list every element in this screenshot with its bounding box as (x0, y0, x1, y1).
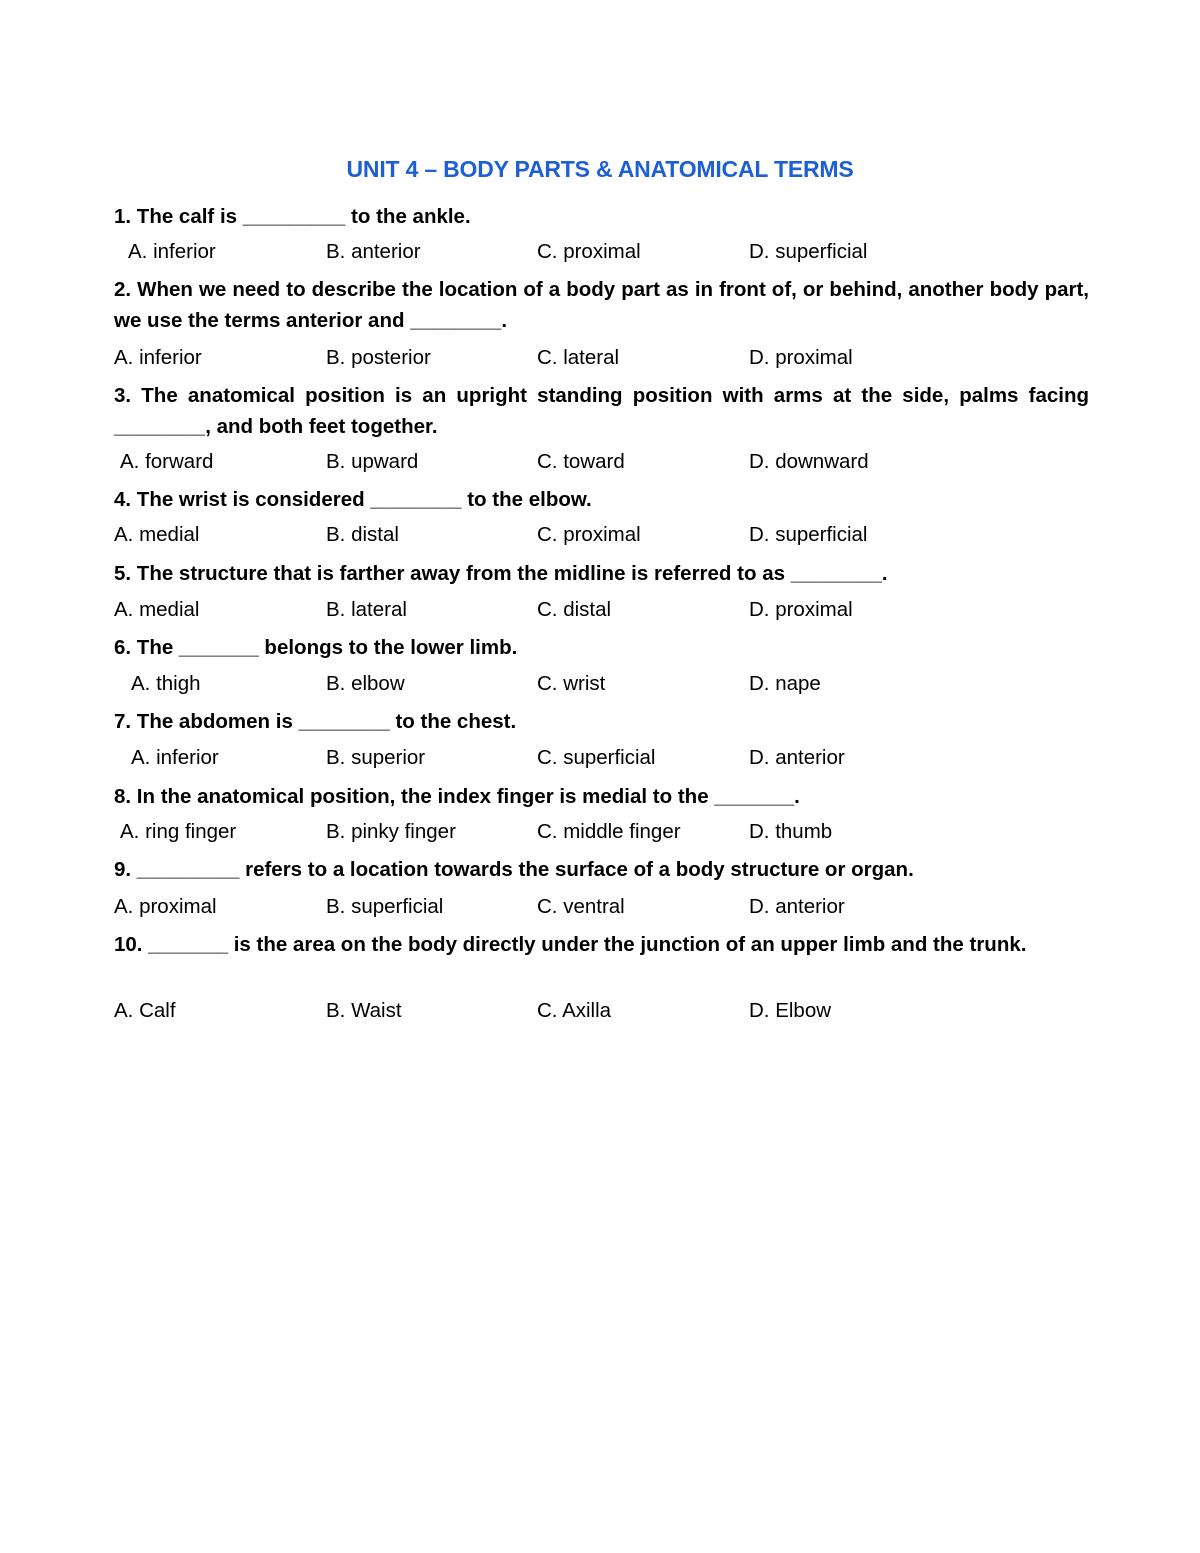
option-a: A. ring finger (120, 820, 237, 843)
option-d: D. proximal (749, 598, 853, 621)
option-d: D. downward (749, 450, 869, 473)
option-c: C. wrist (537, 672, 606, 695)
option-b: B. anterior (326, 240, 421, 263)
option-a: A. medial (114, 598, 200, 621)
question-10: 10. _______ is the area on the body directly under the junction of an upper limb and the trunk. (114, 933, 1027, 956)
question-9: 9. _________ refers to a location towards the surface of a body structure or organ. (114, 858, 914, 881)
option-a: A. inferior (114, 346, 202, 369)
page-title: UNIT 4 – BODY PARTS & ANATOMICAL TERMS (346, 156, 854, 182)
option-d: D. thumb (749, 820, 833, 843)
option-c: C. superficial (537, 746, 656, 769)
options-row-6 (0, 670, 1200, 698)
option-d: D. proximal (749, 346, 853, 369)
question-8: 8. In the anatomical position, the index finger is medial to the _______. (114, 785, 800, 808)
option-a: A. inferior (128, 240, 216, 263)
option-b: B. superior (326, 746, 426, 769)
option-d: D. nape (749, 672, 821, 695)
options-row-1 (0, 238, 1200, 266)
option-d: D. anterior (749, 746, 845, 769)
option-b: B. elbow (326, 672, 405, 695)
option-b: B. pinky finger (326, 820, 456, 843)
options-row-7 (0, 744, 1200, 772)
question-1: 1. The calf is _________ to the ankle. (114, 205, 471, 228)
option-c: C. proximal (537, 523, 641, 546)
option-c: C. middle finger (537, 820, 681, 843)
options-row-9 (0, 893, 1200, 921)
option-a: A. thigh (131, 672, 201, 695)
option-a: A. forward (120, 450, 214, 473)
option-a: A. proximal (114, 895, 217, 918)
option-c: C. ventral (537, 895, 625, 918)
question-3: 3. The anatomical position is an upright standing position with arms at the side, palms facing ________, and both feet together. (114, 384, 1089, 438)
question-7: 7. The abdomen is ________ to the chest. (114, 710, 517, 733)
option-b: B. superficial (326, 895, 444, 918)
option-b: B. lateral (326, 598, 407, 621)
options-row-8 (0, 818, 1200, 846)
option-a: A. Calf (114, 999, 176, 1022)
option-c: C. Axilla (537, 999, 612, 1022)
option-b: B. posterior (326, 346, 431, 369)
options-row-4 (0, 521, 1200, 549)
question-6: 6. The _______ belongs to the lower limb. (114, 636, 518, 659)
option-c: C. lateral (537, 346, 620, 369)
option-b: B. upward (326, 450, 419, 473)
option-d: D. superficial (749, 240, 868, 263)
option-d: D. Elbow (749, 999, 832, 1022)
options-row-5 (0, 596, 1200, 624)
options-row-3 (0, 448, 1200, 476)
options-row-2 (0, 344, 1200, 372)
option-c: C. toward (537, 450, 625, 473)
option-c: C. distal (537, 598, 612, 621)
option-a: A. inferior (131, 746, 219, 769)
option-b: B. distal (326, 523, 399, 546)
question-2: 2. When we need to describe the location of a body part as in front of, or behind, another body part, we use the terms anterior and ________. (114, 278, 1089, 332)
option-c: C. proximal (537, 240, 641, 263)
option-d: D. superficial (749, 523, 868, 546)
option-d: D. anterior (749, 895, 845, 918)
option-b: B. Waist (326, 999, 402, 1022)
question-5: 5. The structure that is farther away from the midline is referred to as ________. (114, 562, 888, 585)
options-row-10 (0, 997, 1200, 1025)
option-a: A. medial (114, 523, 200, 546)
question-4: 4. The wrist is considered ________ to the elbow. (114, 488, 592, 511)
